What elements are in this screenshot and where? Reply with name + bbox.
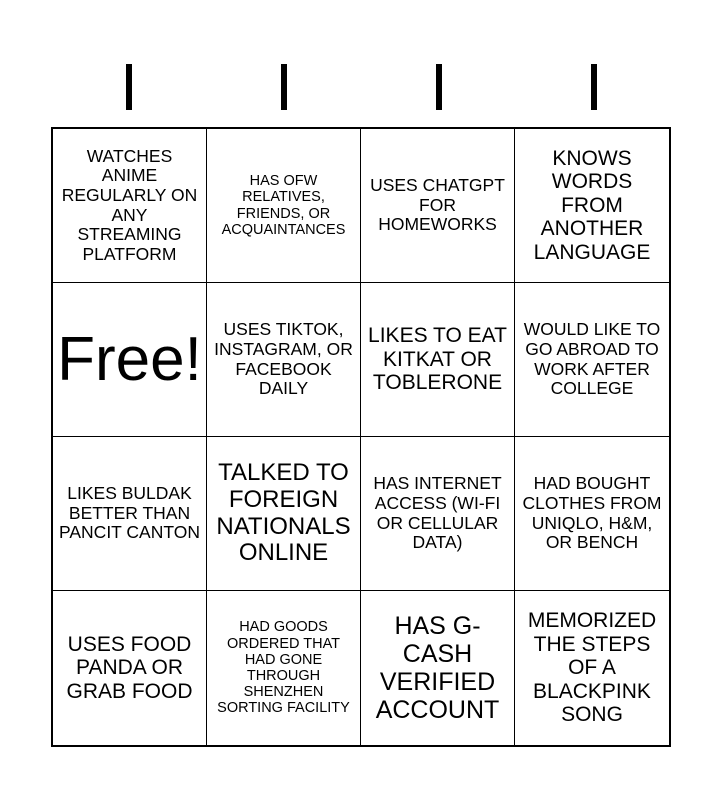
- cell-text: LIKES BULDAK BETTER THAN PANCIT CANTON: [59, 483, 200, 543]
- cell-text: HAS INTERNET ACCESS (WI-FI OR CELLULAR DATA): [373, 473, 502, 553]
- header-letter-2: [281, 64, 287, 110]
- cell-text: HAD BOUGHT CLOTHES FROM UNIQLO, H&M, OR BENCH: [522, 473, 662, 553]
- cell-text: USES TIKTOK, INSTAGRAM, OR FACEBOOK DAILY: [214, 319, 353, 399]
- header-letter-1: [126, 64, 132, 110]
- free-space-cell[interactable]: [53, 283, 207, 437]
- bingo-cell[interactable]: [207, 129, 361, 283]
- bingo-cell[interactable]: [361, 283, 515, 437]
- bingo-header: [51, 62, 671, 112]
- cell-text: USES CHATGPT FOR HOMEWORKS: [370, 175, 505, 235]
- bingo-cell[interactable]: [53, 129, 207, 283]
- header-column-2: [206, 62, 361, 112]
- cell-text: MEMORIZED THE STEPS OF A BLACKPINK SONG: [527, 609, 657, 727]
- cell-text: TALKED TO FOREIGN NATIONALS ONLINE: [216, 458, 351, 567]
- cell-text: HAD GOODS ORDERED THAT HAD GONE THROUGH SHENZHEN SORTING FACILITY: [217, 619, 350, 717]
- cell-text: USES FOOD PANDA OR GRAB FOOD: [66, 632, 193, 703]
- header-column-3: [361, 62, 516, 112]
- bingo-cell[interactable]: [53, 591, 207, 745]
- bingo-cell[interactable]: [207, 283, 361, 437]
- header-column-4: [516, 62, 671, 112]
- bingo-cell[interactable]: [207, 591, 361, 745]
- bingo-cell[interactable]: [361, 591, 515, 745]
- bingo-cell[interactable]: [515, 591, 669, 745]
- cell-text: HAS OFW RELATIVES, FRIENDS, OR ACQUAINTANCES: [221, 173, 346, 238]
- header-letter-4: [591, 64, 597, 110]
- bingo-cell[interactable]: [207, 437, 361, 591]
- header-column-1: [51, 62, 206, 112]
- free-space-label: Free!: [57, 324, 202, 394]
- bingo-cell[interactable]: [515, 283, 669, 437]
- bingo-cell[interactable]: [53, 437, 207, 591]
- bingo-cell[interactable]: [515, 437, 669, 591]
- cell-text: LIKES TO EAT KITKAT OR TOBLERONE: [368, 324, 507, 395]
- bingo-cell[interactable]: [515, 129, 669, 283]
- bingo-cell[interactable]: [361, 437, 515, 591]
- cell-text: WOULD LIKE TO GO ABROAD TO WORK AFTER COLLEGE: [523, 319, 661, 399]
- bingo-cell[interactable]: [361, 129, 515, 283]
- cell-text: KNOWS WORDS FROM ANOTHER LANGUAGE: [533, 146, 651, 264]
- cell-text: HAS G-CASH VERIFIED ACCOUNT: [375, 612, 500, 724]
- cell-text: WATCHES ANIME REGULARLY ON ANY STREAMING PLATFORM: [61, 145, 198, 264]
- header-letter-3: [436, 64, 442, 110]
- bingo-board: [51, 127, 671, 747]
